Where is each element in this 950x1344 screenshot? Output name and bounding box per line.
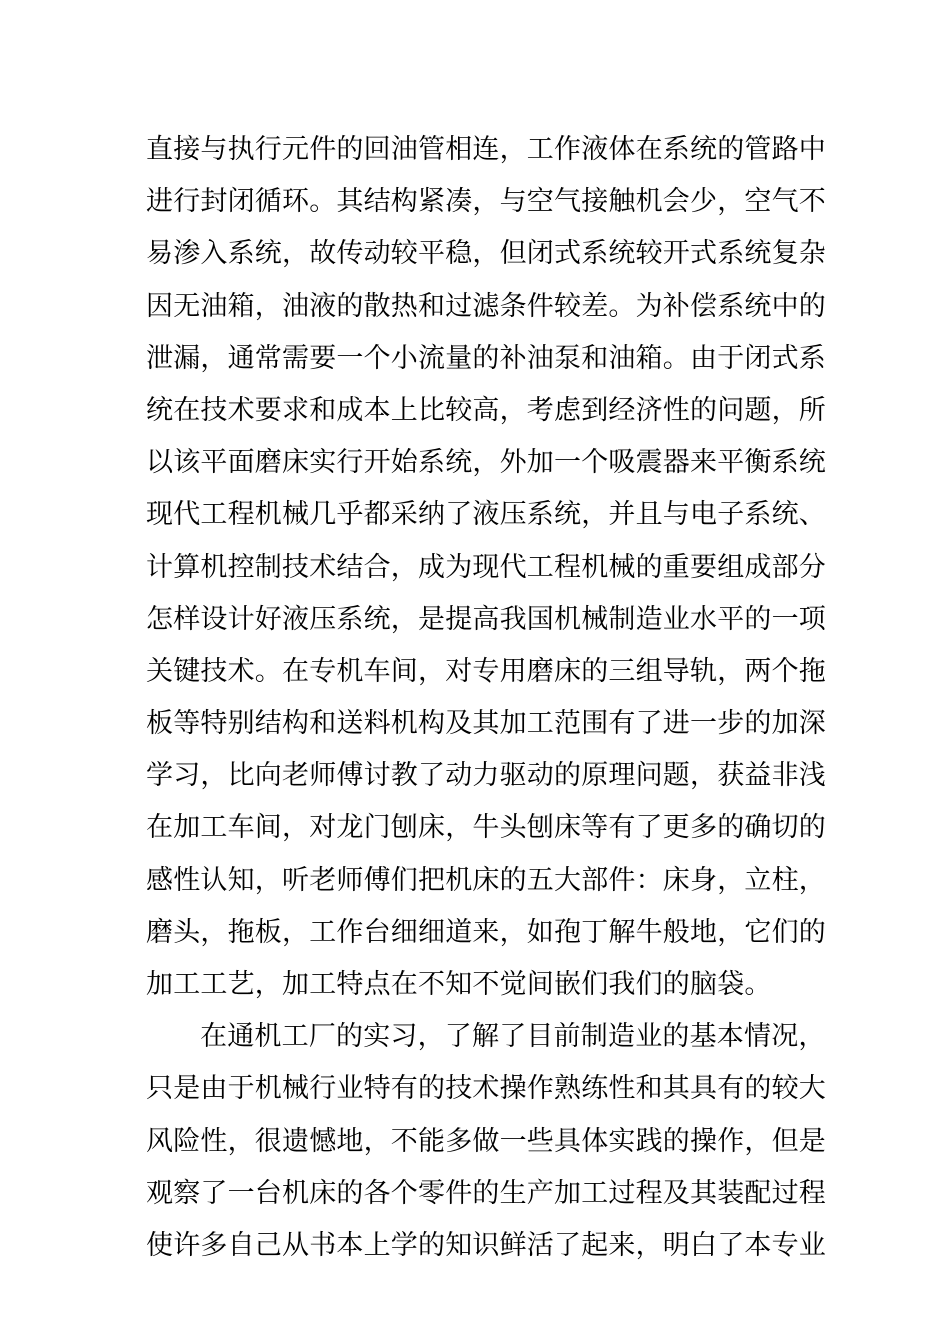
text-line: 泄漏，通常需要一个小流量的补油泵和油箱。由于闭式系: [146, 342, 826, 374]
text-line: 统在技术要求和成本上比较高，考虑到经济性的问题，所: [146, 394, 826, 426]
text-line: 进行封闭循环。其结构紧凑，与空气接触机会少，空气不: [146, 186, 826, 218]
text-line: 关键技术。在专机车间，对专用磨床的三组导轨，两个拖: [146, 655, 826, 687]
paragraph-first-line: 在通机工厂的实习，了解了目前制造业的基本情况，: [200, 1021, 826, 1053]
text-line: 因无油箱，油液的散热和过滤条件较差。为补偿系统中的: [146, 290, 826, 322]
text-line: 以该平面磨床实行开始系统，外加一个吸震器来平衡系统: [146, 447, 826, 479]
text-line: 现代工程机械几乎都采纳了液压系统，并且与电子系统、: [146, 499, 826, 531]
text-line: 易渗入系统，故传动较平稳，但闭式系统较开式系统复杂: [146, 238, 826, 270]
text-line: 感性认知，听老师傅们把机床的五大部件：床身，立柱，: [146, 864, 826, 896]
text-line: 磨头，拖板，工作台细细道来，如孢丁解牛般地，它们的: [146, 916, 826, 948]
text-line: 直接与执行元件的回油管相连，工作液体在系统的管路中: [146, 134, 826, 165]
text-line: 观察了一台机床的各个零件的生产加工过程及其装配过程: [146, 1177, 826, 1209]
text-line: 计算机控制技术结合，成为现代工程机械的重要组成部分: [146, 551, 826, 583]
text-line: 加工工艺，加工特点在不知不觉间嵌们我们的脑袋。: [146, 969, 772, 1000]
text-line: 怎样设计好液压系统，是提高我国机械制造业水平的一项: [146, 603, 826, 635]
text-line: 学习，比向老师傅讨教了动力驱动的原理问题，获益非浅: [146, 760, 826, 792]
text-line: 风险性，很遗憾地，不能多做一些具体实践的操作，但是: [146, 1125, 826, 1157]
text-line: 在加工车间，对龙门刨床，牛头刨床等有了更多的确切的: [146, 812, 826, 844]
text-line: 使许多自己从书本上学的知识鲜活了起来，明白了本专业: [146, 1229, 826, 1261]
text-line: 只是由于机械行业特有的技术操作熟练性和其具有的较大: [146, 1073, 826, 1105]
text-line: 板等特别结构和送料机构及其加工范围有了进一步的加深: [146, 708, 826, 740]
document-body: [146, 124, 826, 1272]
